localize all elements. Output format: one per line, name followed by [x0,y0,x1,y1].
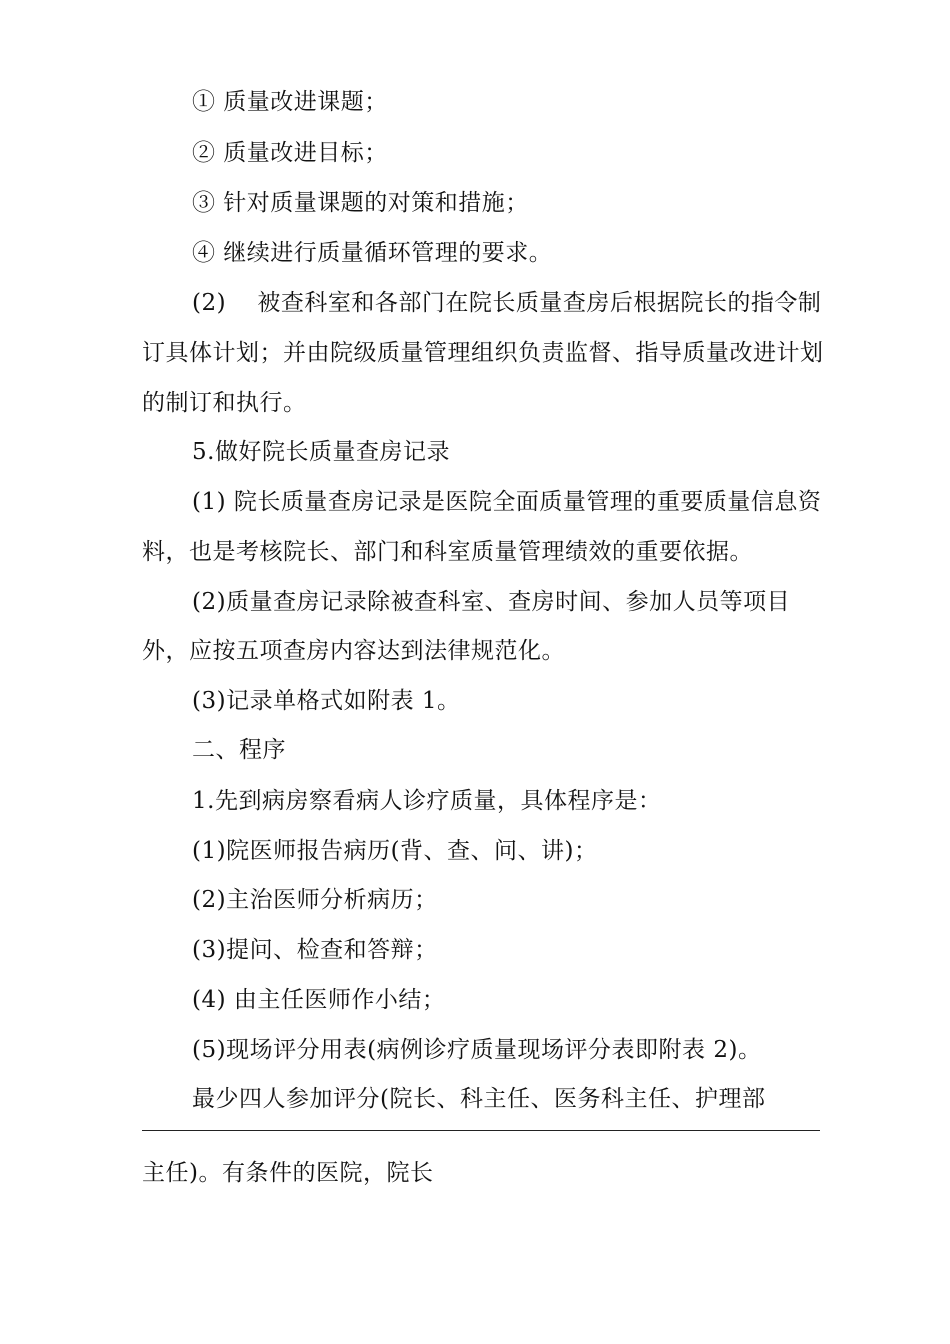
paragraph-line: 外，应按五项查房内容达到法律规范化。 [142,638,565,664]
list-item: (1)院医师报告病历(背、查、问、讲)； [192,838,598,864]
list-item: (5)现场评分用表(病例诊疗质量现场评分表即附表 2)。 [192,1037,762,1063]
paragraph-line: 料，也是考核院长、部门和科室质量管理绩效的重要依据。 [142,539,753,565]
section-heading: 5.做好院长质量查房记录 [192,439,450,465]
paragraph-line: 的制订和执行。 [142,390,307,416]
list-item-1: ① 质量改进课题； [192,89,388,115]
paragraph-line: (1) 院长质量查房记录是医院全面质量管理的重要质量信息资 [192,489,822,515]
paragraph-line: (2)质量查房记录除被查科室、查房时间、参加人员等项目 [192,589,791,615]
list-item-4: ④ 继续进行质量循环管理的要求。 [192,240,553,266]
paragraph-line: 最少四人参加评分(院长、科主任、医务科主任、护理部 [192,1086,766,1112]
list-item-3: ③ 针对质量课题的对策和措施； [192,190,529,216]
paragraph-line: 主任)。有条件的医院，院长 [142,1160,434,1186]
section-heading: 二、程序 [192,737,286,763]
paragraph-line: (3)记录单格式如附表 1。 [192,688,461,714]
list-item: (3)提问、检查和答辩； [192,937,438,963]
list-item-2: ② 质量改进目标； [192,140,388,166]
paragraph-line: (2) 被查科室和各部门在院长质量查房后根据院长的指令制 [192,290,822,316]
footnote-divider [142,1130,820,1131]
list-item: (2)主治医师分析病历； [192,887,438,913]
paragraph-line: 1.先到病房察看病人诊疗质量，具体程序是： [192,788,662,814]
paragraph-line: 订具体计划；并由院级质量管理组织负责监督、指导质量改进计划 [142,340,824,366]
list-item: (4) 由主任医师作小结； [192,987,446,1013]
